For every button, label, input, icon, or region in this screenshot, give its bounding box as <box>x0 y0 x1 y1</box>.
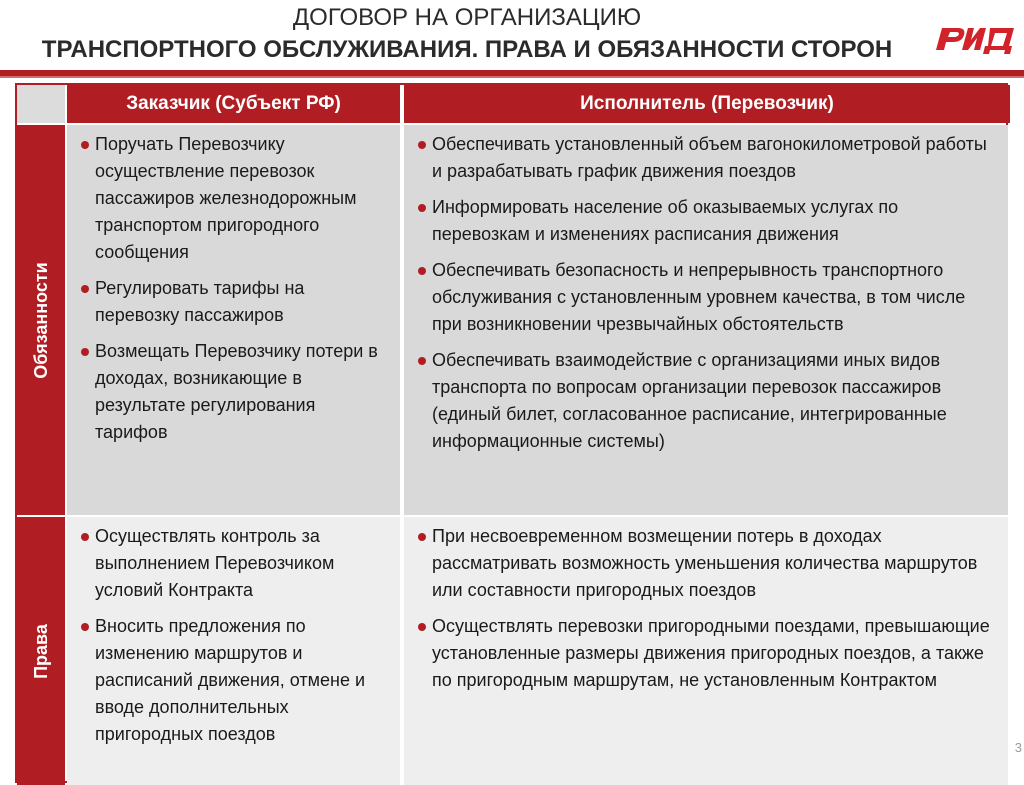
row-label-duties <box>17 125 65 515</box>
title-line-2: ТРАНСПОРТНОГО ОБСЛУЖИВАНИЯ. ПРАВА И ОБЯЗАННОСТИ СТОРОН <box>41 36 893 63</box>
list-item: Информировать население об оказываемых услугах по перевозкам и изменениях расписания движения <box>432 194 1000 248</box>
list-item: Вносить предложения по изменению маршрутов и расписаний движения, отмене и вводе дополнительных пригородных поездов <box>95 613 392 748</box>
list-item: Поручать Перевозчику осуществление перевозок пассажиров железнодорожным транспортом пригородного сообщения <box>95 131 392 266</box>
column-header-customer: Заказчик (Субъект РФ) <box>67 85 400 123</box>
rights-duties-table <box>15 83 1008 783</box>
row-label-rights-text: Права <box>30 623 51 679</box>
page-number: 3 <box>1014 740 1022 755</box>
cell-rights-customer <box>67 517 400 785</box>
column-header-carrier: Исполнитель (Перевозчик) <box>402 85 1010 123</box>
list-item: Обеспечивать установленный объем вагонокилометровой работы и разрабатывать график движения поездов <box>432 131 1000 185</box>
list-item: Обеспечивать безопасность и непрерывность транспортного обслуживания с установленным уровнем качества, в том числе при возникновении чрезвычайных обстоятельств <box>432 257 1000 338</box>
column-divider <box>400 125 404 785</box>
cell-rights-carrier <box>404 517 1008 785</box>
row-label-rights <box>17 517 65 785</box>
list-item: Возмещать Перевозчику потери в доходах, возникающие в результате регулирования тарифов <box>95 338 392 446</box>
cell-duties-customer <box>67 125 400 515</box>
list-item: Осуществлять контроль за выполнением Перевозчиком условий Контракта <box>95 523 392 604</box>
row-label-duties-text: Обязанности <box>30 261 51 379</box>
list-item: Обеспечивать взаимодействие с организациями иных видов транспорта по вопросам организации перевозок пассажиров (единый билет, согласованное расписание, интегрированные информационные системы) <box>432 347 1000 455</box>
list-item: Осуществлять перевозки пригородными поездами, превышающие установленные размеры движения пригородных поездов, а также по пригородным маршрутам, не установленным Контрактом <box>432 613 1000 694</box>
slide-title <box>0 0 934 72</box>
title-line-1: ДОГОВОР НА ОРГАНИЗАЦИЮ <box>292 4 642 31</box>
row-divider <box>65 515 1008 517</box>
rzd-logo-icon <box>928 20 1020 56</box>
table-corner <box>17 85 67 123</box>
title-divider-shadow <box>0 76 1024 78</box>
list-item: При несвоевременном возмещении потерь в доходах рассматривать возможность уменьшения количества маршрутов или составности пригородных поездов <box>432 523 1000 604</box>
cell-duties-carrier <box>404 125 1008 515</box>
list-item: Регулировать тарифы на перевозку пассажиров <box>95 275 392 329</box>
